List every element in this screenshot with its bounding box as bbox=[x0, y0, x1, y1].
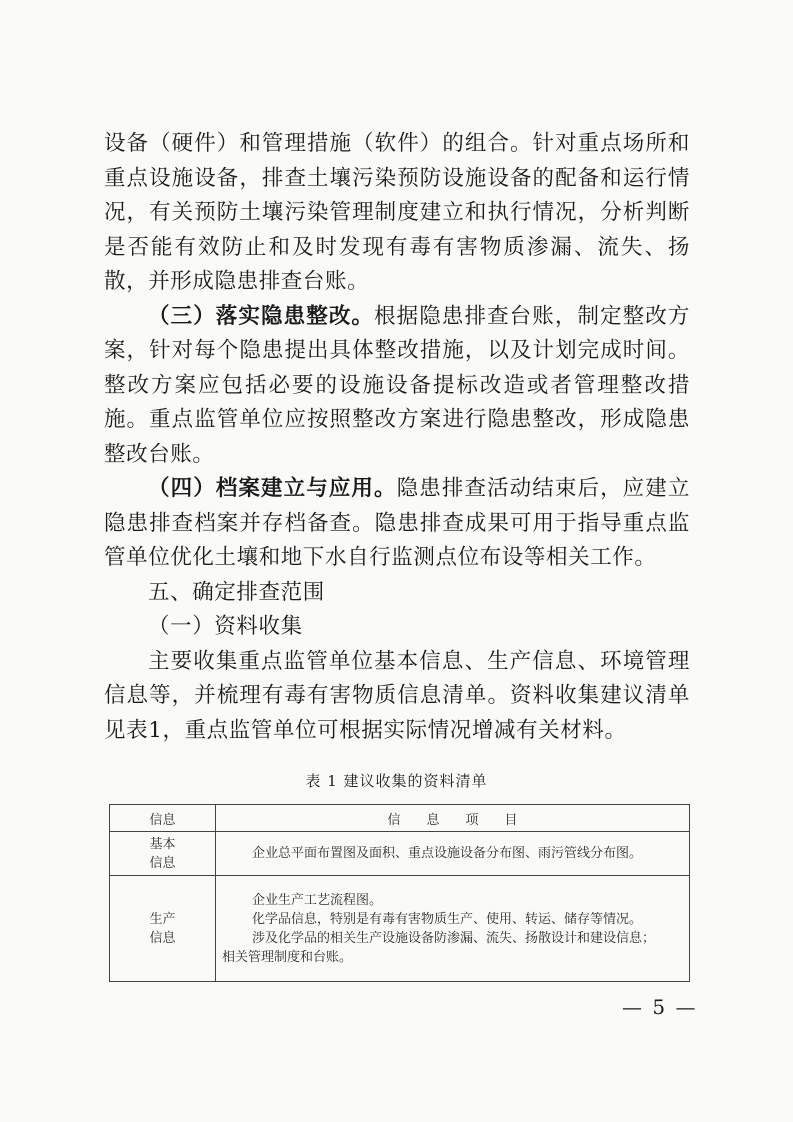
row-label-production bbox=[110, 876, 216, 982]
paragraph-3-text: 隐患排查活动结束后，应建立隐患排查档案并存档备查。隐患排查成果可用于指导重点监管单位优化土壤和地下水自行监测点位布设等相关工作。 bbox=[104, 476, 690, 570]
row-label-production-text: 生产 信息 bbox=[149, 911, 176, 946]
table-header-row bbox=[110, 805, 690, 832]
paragraph-1 bbox=[104, 127, 690, 300]
paragraph-2-text: 根据隐患排查台账，制定整改方案，针对每个隐患提出具体整改措施，以及计划完成时间。整改方案应包括必要的设施设备提标改造或者管理整改措施。重点监管单位应按照整改方案进行隐患整改，形成隐患整改台账。 bbox=[104, 303, 690, 467]
info-table bbox=[109, 804, 690, 982]
paragraph-3 bbox=[104, 472, 690, 576]
paragraph-1-text: 设备（硬件）和管理措施（软件）的组合。针对重点场所和重点设施设备，排查土壤污染预防设施设备的配备和运行情况，有关预防土壤污染管理制度建立和执行情况，分析判断是否能有效防止和及时发现有毒有害物质渗漏、流失、扬散，并形成隐患排查台账。 bbox=[104, 131, 690, 294]
list-item: 企业生产工艺流程图。 bbox=[252, 892, 383, 908]
table-row bbox=[110, 876, 690, 982]
list-item: 涉及化学品的相关生产设施设备防渗漏、流失、扬散设计和建设信息； bbox=[252, 930, 656, 946]
section-heading: 五、确定排查范围 bbox=[148, 579, 325, 605]
collection-paragraph: 主要收集重点监管单位基本信息、生产信息、环境管理信息等，并梳理有毒有害物质信息清单。资料收集建议清单见表1，重点监管单位可根据实际情况增减有关材料。 bbox=[104, 648, 690, 743]
table-row bbox=[110, 832, 690, 876]
table-caption: 表 1 建议收集的资料清单 bbox=[305, 772, 488, 790]
list-item: 相关管理制度和台账。 bbox=[222, 949, 353, 965]
paragraph-2-lead: （三）落实隐患整改。 bbox=[148, 303, 375, 329]
page-number: — 5 — bbox=[622, 995, 698, 1019]
row-label-basic-text: 基本 信息 bbox=[149, 836, 176, 871]
row-items-basic bbox=[216, 832, 690, 876]
subsection-heading: （一）资料收集 bbox=[148, 614, 303, 639]
list-item: 企业总平面布置图及面积、重点设施设备分布图、雨污管线分布图。 bbox=[252, 846, 643, 861]
table-header-info: 信息 bbox=[110, 805, 216, 832]
paragraph-2 bbox=[104, 300, 690, 473]
row-label-basic bbox=[110, 832, 216, 876]
list-item: 化学品信息，特别是有毒有害物质生产、使用、转运、储存等情况。 bbox=[252, 911, 643, 927]
body-text bbox=[104, 127, 690, 748]
paragraph-3-lead: （四）档案建立与应用。 bbox=[148, 476, 397, 501]
row-items-production bbox=[216, 876, 690, 982]
table-header-items: 信 息 项 目 bbox=[216, 805, 690, 832]
